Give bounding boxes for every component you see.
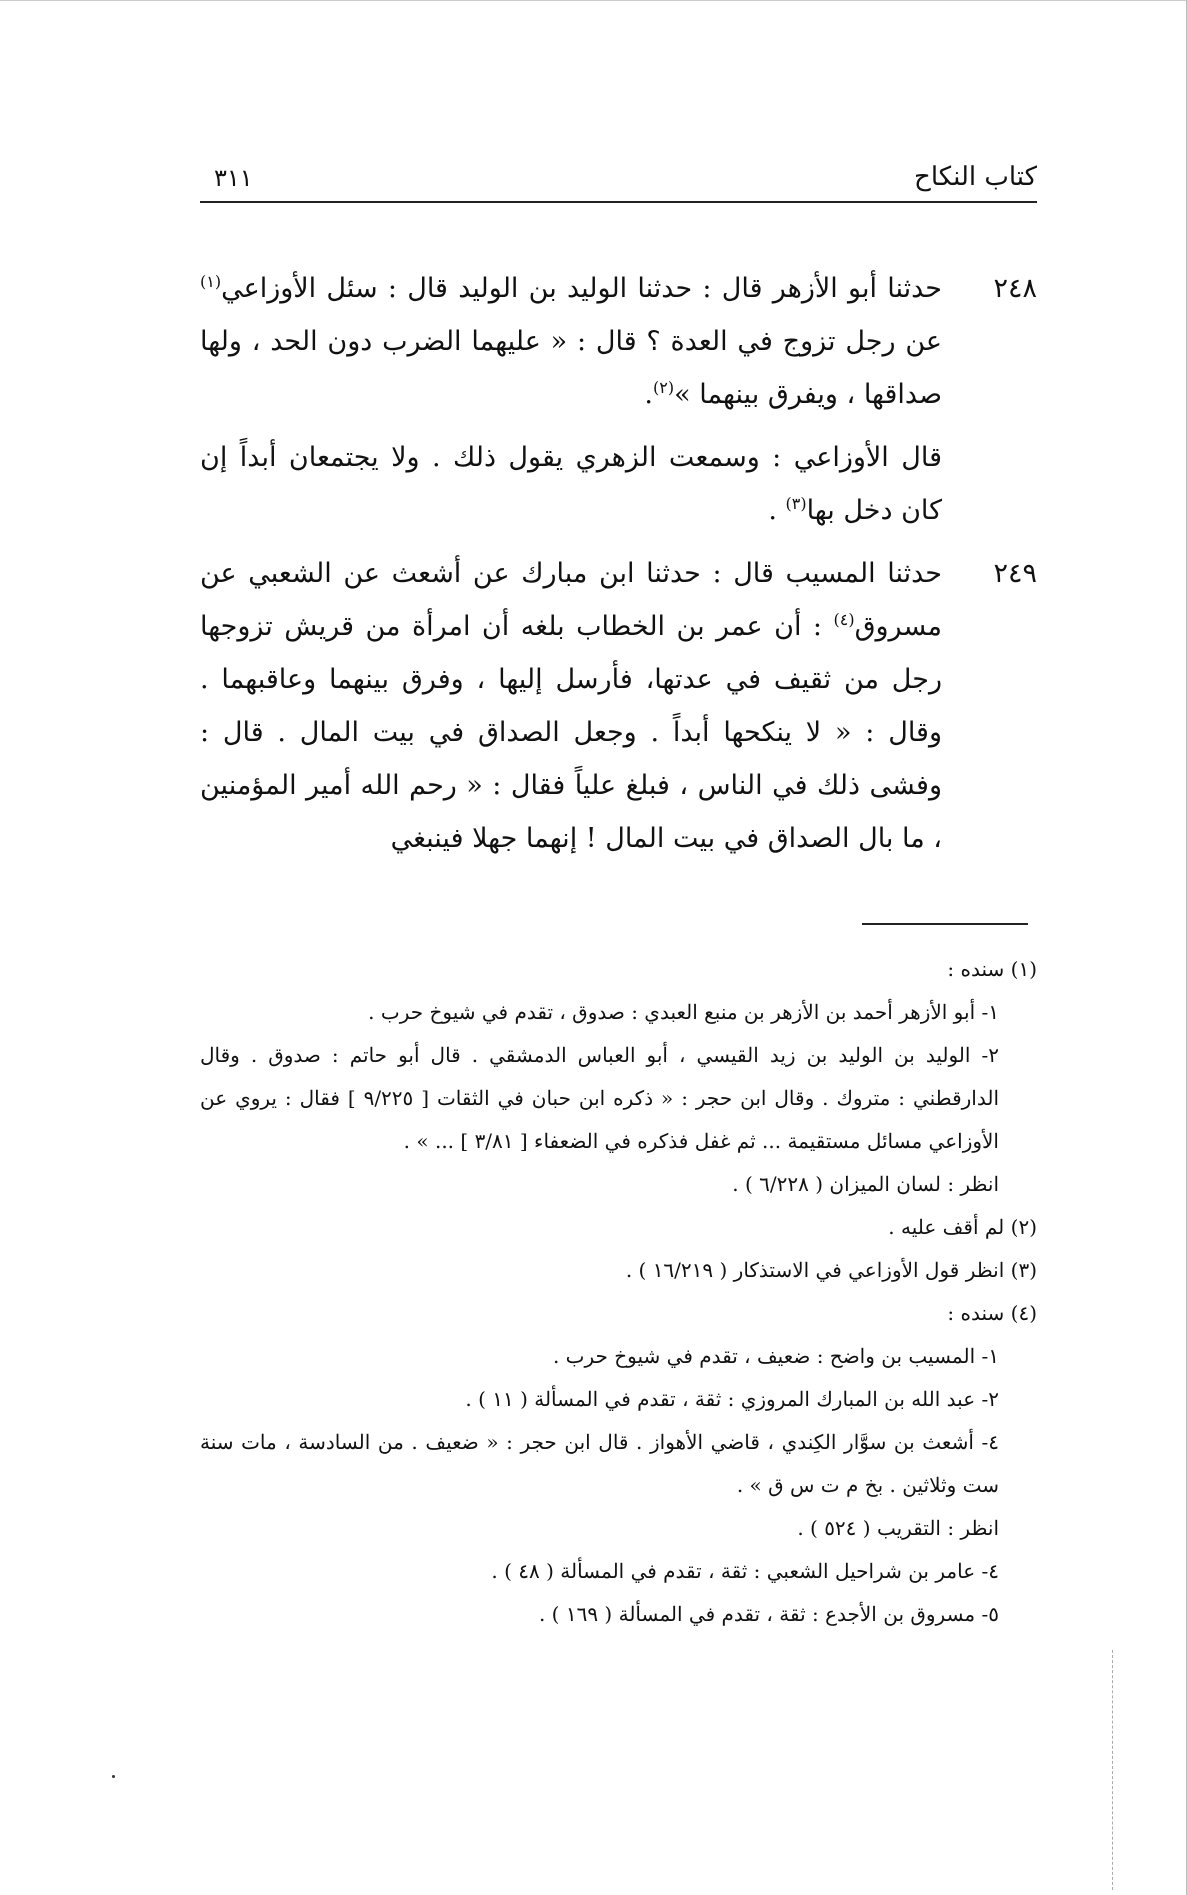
footnote-item: ١- أبو الأزهر أحمد بن الأزهر بن منبع العبدي : صدوق ، تقدم في شيوخ حرب . xyxy=(368,1000,999,1024)
hadith-text: . xyxy=(644,379,654,410)
spacer xyxy=(200,421,1037,431)
hadith-249 xyxy=(200,547,1037,865)
hadith-text: حدثنا المسيب قال : حدثنا ابن مبارك عن أشعث عن الشعبي عن مسروق xyxy=(200,558,942,642)
footnote-marker: (١) xyxy=(200,272,222,291)
hadith-248 xyxy=(200,262,1037,421)
footnote-marker: (٤) xyxy=(833,610,855,629)
footnote-4-head: (٤) سنده : xyxy=(947,1301,1037,1325)
footnotes xyxy=(200,948,1037,1636)
footnote-item: ١- المسيب بن واضح : ضعيف ، تقدم في شيوخ حرب . xyxy=(552,1344,999,1368)
footnote-1-head: (١) سنده : xyxy=(947,957,1037,981)
hadith-text: حدثنا أبو الأزهر قال : حدثنا الوليد بن الوليد قال : سئل الأوزاعي xyxy=(221,273,942,304)
footnote-separator xyxy=(862,923,1028,925)
hadith-text: : أن عمر بن الخطاب بلغه أن امرأة من قريش تزوجها رجل من ثقيف في عدتها، فأرسل إليها ، وفرق بينهما وعاقبهما . وقال : « لا ينكحها أبداً . وجعل الصداق في بيت المال . قال : وفشى ذلك في الناس ، فبلغ علياً فقال : « رحم الله أمير المؤمنين ، ما بال الصداق في بيت المال ! إنهما جهلا فينبغي xyxy=(200,611,942,854)
hadith-number: ٢٤٩ xyxy=(993,558,1037,589)
hadith-text: عن رجل تزوج في العدة ؟ قال : « عليهما الضرب دون الحد ، ولها صداقها ، ويفرق بينهما » xyxy=(200,326,942,410)
hadith-number: ٢٤٨ xyxy=(993,273,1037,304)
hadith-248-comment xyxy=(200,431,1037,537)
footnote-2: (٢) لم أقف عليه . xyxy=(888,1215,1037,1239)
footnote-item: ٥- مسروق بن الأجدع : ثقة ، تقدم في المسألة ( ١٦٩ ) . xyxy=(538,1602,999,1626)
page-number: ٣١١ xyxy=(214,164,253,192)
scan-artifact-line xyxy=(1112,1650,1113,1890)
comment-text: . xyxy=(768,495,786,526)
scan-top-edge xyxy=(0,0,1187,1)
main-text xyxy=(200,262,1037,865)
chapter-title: كتاب النكاح xyxy=(914,162,1037,192)
footnote-item: ٤- عامر بن شراحيل الشعبي : ثقة ، تقدم في المسألة ( ٤٨ ) . xyxy=(491,1559,999,1583)
header-rule xyxy=(200,201,1037,203)
running-header xyxy=(200,158,1037,202)
footnote-marker: (٣) xyxy=(785,494,807,513)
footnote-item: ٤- أشعث بن سوَّار الكِندي ، قاضي الأهواز . قال ابن حجر : « ضعيف . من السادسة ، مات سنة ست وثلاثين . بخ م ت س ق » . xyxy=(200,1430,999,1497)
scan-speck xyxy=(112,1775,115,1778)
comment-text: قال الأوزاعي : وسمعت الزهري يقول ذلك . ولا يجتمعان أبداً إن كان دخل بها xyxy=(200,442,942,526)
footnote-3: (٣) انظر قول الأوزاعي في الاستذكار ( ١٦/٢١٩ ) . xyxy=(625,1258,1037,1282)
footnote-item: ٢- الوليد بن الوليد بن زيد القيسي ، أبو العباس الدمشقي . قال أبو حاتم : صدوق . وقال الدارقطني : متروك . وقال ابن حجر : « ذكره ابن حبان في الثقات [ ٩/٢٢٥ ] فقال : يروي عن الأوزاعي مسائل مستقيمة ... ثم غفل فذكره في الضعفاء [ ٣/٨١ ] ... » . xyxy=(200,1043,1000,1153)
footnote-marker: (٢) xyxy=(653,378,675,397)
spacer xyxy=(200,537,1037,547)
footnote-reference: انظر : لسان الميزان ( ٦/٢٢٨ ) . xyxy=(732,1172,999,1196)
footnote-reference: انظر : التقريب ( ٥٢٤ ) . xyxy=(797,1516,999,1540)
footnote-item: ٢- عبد الله بن المبارك المروزي : ثقة ، تقدم في المسألة ( ١١ ) . xyxy=(465,1387,999,1411)
